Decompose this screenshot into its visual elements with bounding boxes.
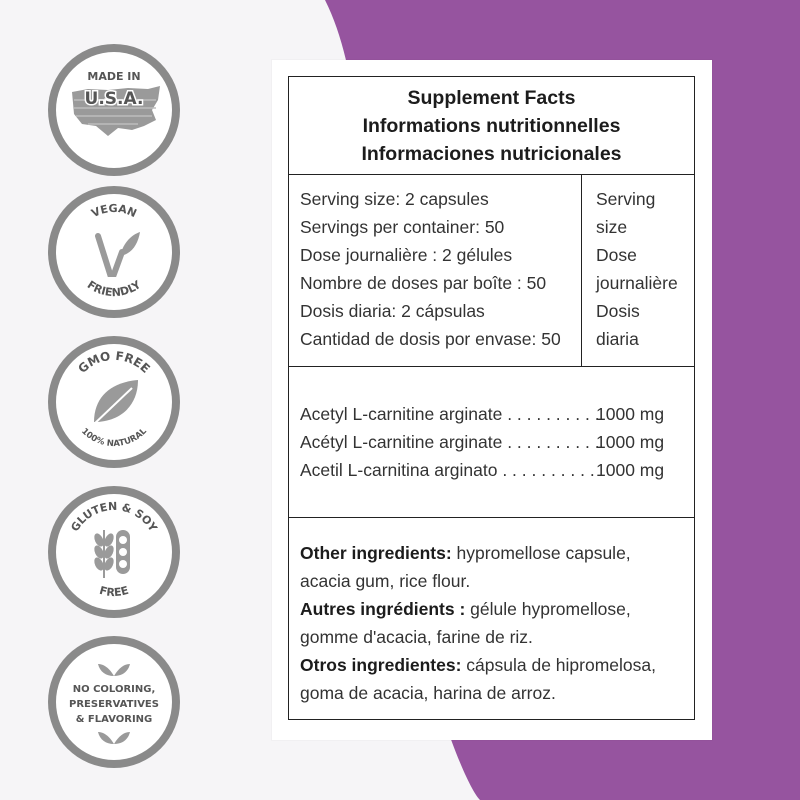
- badge-usa-text: U.S.A.: [84, 89, 144, 109]
- badge-no-coloring-line-1: NO COLORING,: [72, 684, 156, 695]
- badge-gmo-free-text: GMO FREE: [75, 348, 153, 376]
- other-ingredients-es: [300, 651, 680, 707]
- ingredient-amount: 1000 mg: [596, 404, 665, 424]
- badge-made-in-usa: [48, 44, 180, 176]
- other-ingredients-text: hypromellose capsule, acacia gum, rice flour.: [300, 543, 631, 591]
- badge-gluten-soy-free: [48, 486, 180, 618]
- badge-natural-text: 100% NATURAL: [79, 426, 149, 450]
- other-ingredients-en: [300, 539, 680, 595]
- divider-title: [289, 174, 694, 175]
- divider-ingredients: [289, 517, 694, 518]
- serving-line: Dose journalière : 2 gélules: [300, 245, 513, 265]
- badge-no-coloring: [48, 636, 180, 768]
- serving-line: Serving size: 2 capsules: [300, 189, 489, 209]
- other-ingredients-text: gélule hypromellose, gomme d'acacia, farine de riz.: [300, 599, 631, 647]
- serving-line: Cantidad de dosis por envase: 50: [300, 329, 561, 349]
- wheat-soy-icon: [92, 530, 130, 578]
- other-ingredients-label: Autres ingrédients :: [300, 599, 466, 619]
- badge-no-coloring-line-3: & FLAVORING: [75, 714, 153, 725]
- other-ingredients-text: cápsula de hipromelosa, goma de acacia, harina de arroz.: [300, 655, 656, 703]
- ingredient-amount: 1000 mg: [596, 432, 665, 452]
- badge-free-text: FREE: [98, 583, 130, 600]
- other-ingredients-label: Otros ingredientes:: [300, 655, 462, 675]
- facts-title-es: Informaciones nutricionales: [361, 143, 622, 165]
- ingredient-name: Acétyl L-carnitine arginate . . . . . . . . . .: [300, 432, 600, 452]
- v-leaf-icon: [98, 232, 140, 274]
- facts-title-fr: Informations nutritionnelles: [362, 115, 621, 137]
- ingredient-name: Acetil L-carnitina arginato . . . . . . . . . .: [300, 460, 595, 480]
- facts-title-en: Supplement Facts: [407, 87, 576, 109]
- other-ingredients-fr: [300, 595, 680, 651]
- serving-right-line: Dose: [596, 245, 637, 265]
- badge-gluten-soy-text: GLUTEN & SOY: [68, 499, 160, 534]
- leaf-sprout-icon: [98, 732, 130, 744]
- serving-line: Dosis diaria: 2 cápsulas: [300, 301, 485, 321]
- other-ingredients-label: Other ingredients:: [300, 543, 452, 563]
- divider-serving: [289, 366, 694, 367]
- badge-gmo-free: [48, 336, 180, 468]
- badge-vegan: [48, 186, 180, 318]
- serving-right-line: Dosis: [596, 301, 640, 321]
- serving-right-line: size: [596, 217, 628, 237]
- serving-right-line: diaria: [596, 329, 639, 349]
- serving-line: Servings per container: 50: [300, 217, 505, 237]
- ingredient-name: Acetyl L-carnitine arginate . . . . . . . . . .: [300, 404, 600, 424]
- ingredient-amount: 1000 mg: [596, 460, 665, 480]
- leaf-sprout-top-icon: [98, 664, 130, 676]
- divider-serving-column: [581, 174, 582, 366]
- serving-right-line: journalière: [596, 273, 678, 293]
- badge-friendly-text: FRIENDLY: [84, 278, 144, 300]
- serving-right-line: Serving: [596, 189, 656, 209]
- badge-no-coloring-line-2: PRESERVATIVES: [69, 699, 159, 710]
- supplement-facts-table: [288, 76, 695, 720]
- leaf-icon: [92, 380, 138, 426]
- badge-vegan-text: VEGAN: [89, 201, 139, 221]
- badge-made-in-text: MADE IN: [87, 70, 141, 83]
- serving-line: Nombre de doses par boîte : 50: [300, 273, 547, 293]
